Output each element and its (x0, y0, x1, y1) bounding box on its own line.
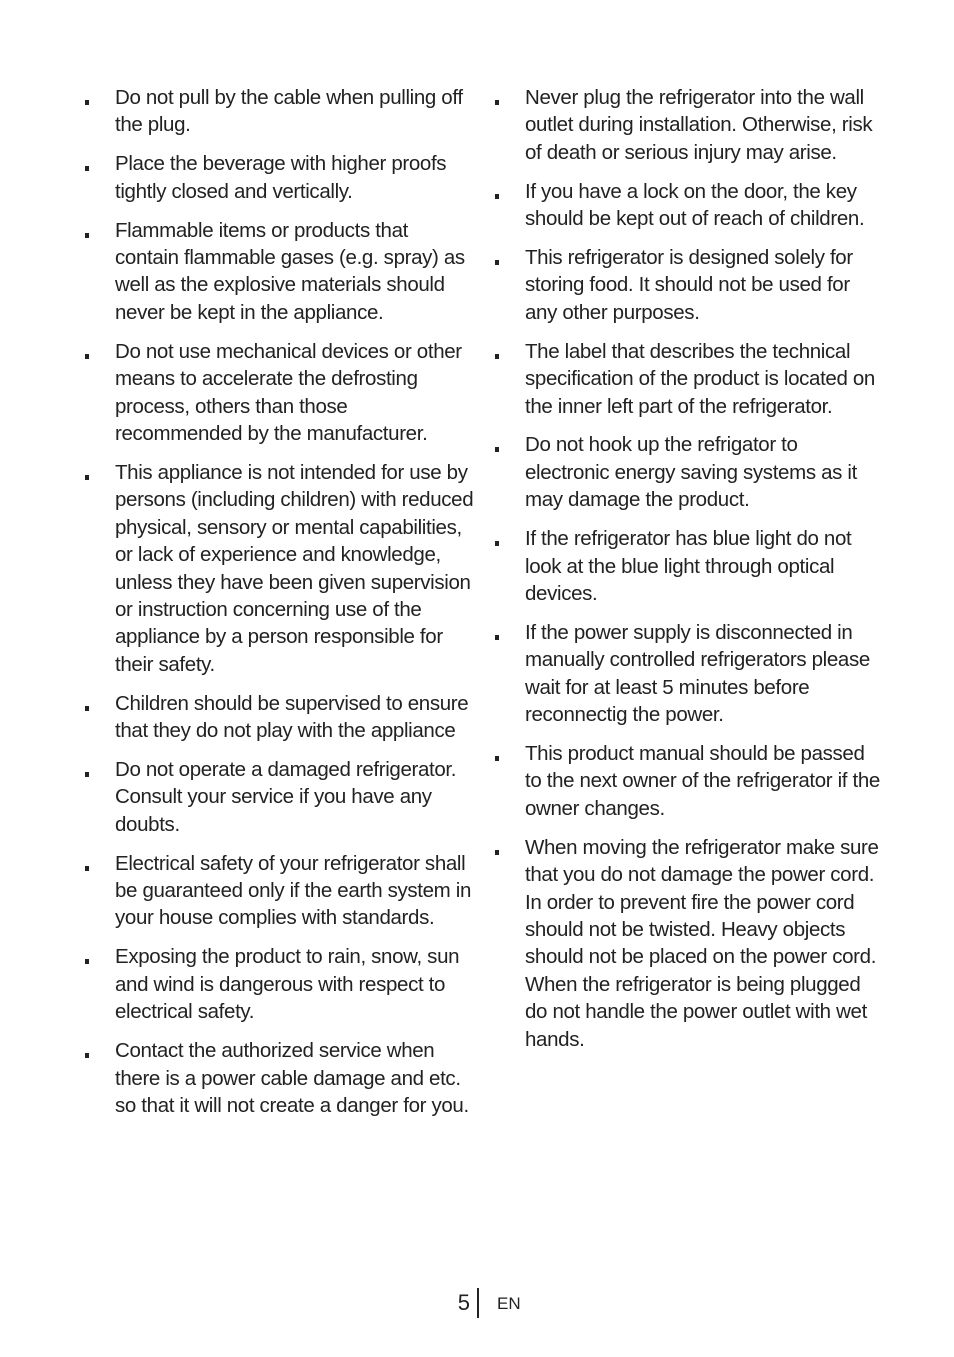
bullet-square-icon (85, 706, 89, 711)
bullet-square-icon (85, 475, 89, 480)
list-item (84, 943, 474, 1025)
list-item (494, 244, 884, 326)
bullet-square-icon (85, 959, 89, 964)
bullet-square-icon (85, 233, 89, 238)
bullet-square-icon (495, 850, 499, 855)
left-column-safety-list (84, 84, 474, 1131)
bullet-square-icon (495, 194, 499, 199)
list-item-text: Do not hook up the refrigator to electronic energy saving systems as it may damage the product. (525, 433, 857, 512)
list-item-text: Exposing the product to rain, snow, sun and wind is dangerous with respect to electrical safety. (115, 945, 460, 1024)
bullet-square-icon (495, 260, 499, 265)
list-item (84, 690, 474, 745)
bullet-square-icon (85, 772, 89, 777)
page-footer (0, 1287, 954, 1319)
list-item-text: Never plug the refrigerator into the wall outlet during installation. Otherwise, risk of death or serious injury may arise. (525, 86, 873, 164)
right-column-safety-list (494, 84, 884, 1065)
list-item (84, 338, 474, 448)
list-item-text: Place the beverage with higher proofs tightly closed and vertically. (115, 152, 447, 203)
list-item-text: If the power supply is disconnected in manually controlled refrigerators please wait for at least 5 minutes before reconnectig the power. (525, 620, 870, 727)
list-item-text: Contact the authorized service when there is a power cable damage and etc. so that it will not create a danger for you. (115, 1039, 469, 1117)
language-code: EN (497, 1294, 521, 1313)
list-item-text: This product manual should be passed to the next owner of the refrigerator if the owner changes. (525, 742, 880, 820)
list-item (84, 850, 474, 932)
list-item (494, 431, 884, 513)
list-item (84, 1037, 474, 1119)
bullet-square-icon (85, 866, 89, 871)
bullet-square-icon (495, 354, 499, 359)
list-item-text: Electrical safety of your refrigerator shall be guaranteed only if the earth system in your house complies with standards. (115, 851, 472, 930)
list-item-text: If the refrigerator has blue light do not look at the blue light through optical devices. (525, 527, 852, 605)
bullet-square-icon (495, 447, 499, 452)
bullet-square-icon (85, 354, 89, 359)
list-item (494, 178, 884, 233)
list-item-text: This appliance is not intended for use by persons (including children) with reduced physical, sensory or mental capabilities, or lack of experience and knowledge, unless they have been given supervision or instruction concerning use of the appliance by a person responsible for their safety. (115, 460, 474, 676)
list-item (494, 619, 884, 729)
page-number: 5 (457, 1290, 470, 1315)
footer-divider (477, 1288, 479, 1318)
list-item (84, 756, 474, 838)
list-item-text: Do not use mechanical devices or other means to accelerate the defrosting process, others than those recommended by the manufacturer. (115, 339, 462, 445)
list-item (494, 525, 884, 607)
list-item (84, 459, 474, 678)
list-item (84, 84, 474, 139)
bullet-square-icon (495, 541, 499, 546)
bullet-square-icon (85, 1053, 89, 1058)
bullet-square-icon (495, 756, 499, 761)
bullet-square-icon (495, 100, 499, 105)
bullet-square-icon (495, 635, 499, 640)
list-item-text: Do not pull by the cable when pulling off the plug. (115, 86, 463, 137)
list-item (84, 217, 474, 327)
list-item-text: The label that describes the technical specification of the product is located on the inner left part of the refrigerator. (525, 339, 875, 418)
bullet-square-icon (85, 166, 89, 171)
list-item-text: Children should be supervised to ensure that they do not play with the appliance (115, 691, 469, 743)
list-item-text: Flammable items or products that contain flammable gases (e.g. spray) as well as the explosive materials should never be kept in the appliance. (115, 218, 465, 324)
list-item (494, 84, 884, 166)
list-item (494, 834, 884, 1053)
list-item (84, 150, 474, 205)
bullet-square-icon (85, 100, 89, 105)
list-item-text: If you have a lock on the door, the key should be kept out of reach of children. (525, 179, 865, 231)
list-item (494, 740, 884, 822)
list-item-text: Do not operate a damaged refrigerator. Consult your service if you have any doubts. (115, 757, 457, 836)
list-item-text: This refrigerator is designed solely for storing food. It should not be used for any other purposes. (525, 246, 853, 324)
list-item-text: When moving the refrigerator make sure that you do not damage the power cord. In order to prevent fire the power cord should not be twisted. Heavy objects should not be placed on the power cord. When the refrigerator is being plugged do not handle the power outlet with wet hands. (525, 835, 879, 1051)
list-item (494, 338, 884, 420)
